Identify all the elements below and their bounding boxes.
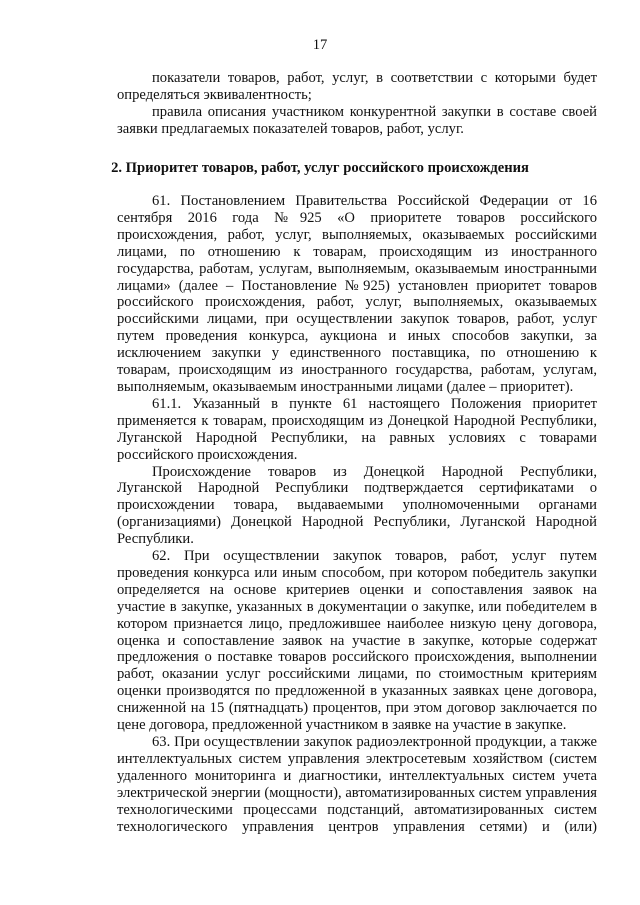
paragraph-63: 63. При осуществлении закупок радиоэлектронной продукции, а также интеллектуальных систем управления электросетевым хозяйством (систем удаленного мониторинга и диагностики, интеллектуальных систем учета электрической энергии (мощности), автоматизированных систем управления технологическими процессами подстанций, автоматизированных систем технологического управления центров управления сетями) и (или) <box>117 734 597 835</box>
intro-paragraph-1: показатели товаров, работ, услуг, в соответствии с которыми будет определяться эквивалентность; <box>117 70 597 103</box>
page-number: 17 <box>312 37 328 53</box>
paragraph-61: 61. Постановлением Правительства Российской Федерации от 16 сентября 2016 года №925 «О приоритете товаров российского происхождения, работ, услуг, выполняемых, оказываемых российскими лицами, по отношению к товарам, происходящим из иностранного государства, работам, услугам, выполняемым, оказываемым иностранными лицами» (далее – Постановление №925) установлен приоритет товаров российского происхождения, работ, услуг, выполняемых, оказываемых российскими лицами, при осуществлении закупок товаров, работ, услуг путем проведения конкурса, аукциона и иных способов закупки, за исключением закупки у единственного поставщика, по отношению к товарам, происходящим из иностранного государства, работам, услугам, выполняемым, оказываемым иностранными лицами (далее – приоритет). <box>117 193 597 395</box>
intro-block <box>117 70 597 138</box>
body-block <box>117 193 597 835</box>
paragraph-61-1: 61.1. Указанный в пункте 61 настоящего Положения приоритет применяется к товарам, происходящим из Донецкой Народной Республики, Луганской Народной Республики, на равных условиях с товарами российского происхождения. <box>117 395 597 463</box>
intro-paragraph-2: правила описания участником конкурентной закупки в составе своей заявки предлагаемых показателей товаров, работ, услуг. <box>117 103 597 137</box>
paragraph-62: 62. При осуществлении закупок товаров, работ, услуг путем проведения конкурса или иным способом, при котором победитель закупки определяется на основе критериев оценки и сопоставления заявок на участие в закупке, указанных в документации о закупке, или победителем в котором признается лицо, предложившее наиболее низкую цену договора, оценка и сопоставление заявок на участие в закупке, которые содержат предложения о поставке товаров российского происхождения, выполнении работ, оказании услуг российскими лицами, по стоимостным критериям оценки производятся по предложенной в указанных заявках цене договора, сниженной на 15 (пятнадцать) процентов, при этом договор заключается по цене договора, предложенной участником в заявке на участие в закупке. <box>117 548 597 734</box>
paragraph-origin: Происхождение товаров из Донецкой Народной Республики, Луганской Народной Республики подтверждается сертификатами о происхождении товара, выдаваемыми уполномоченными органами (организациями) Донецкой Народной Республики, Луганской Народной Республики. <box>117 463 597 548</box>
section-heading: 2. Приоритет товаров, работ, услуг российского происхождения <box>111 160 529 176</box>
